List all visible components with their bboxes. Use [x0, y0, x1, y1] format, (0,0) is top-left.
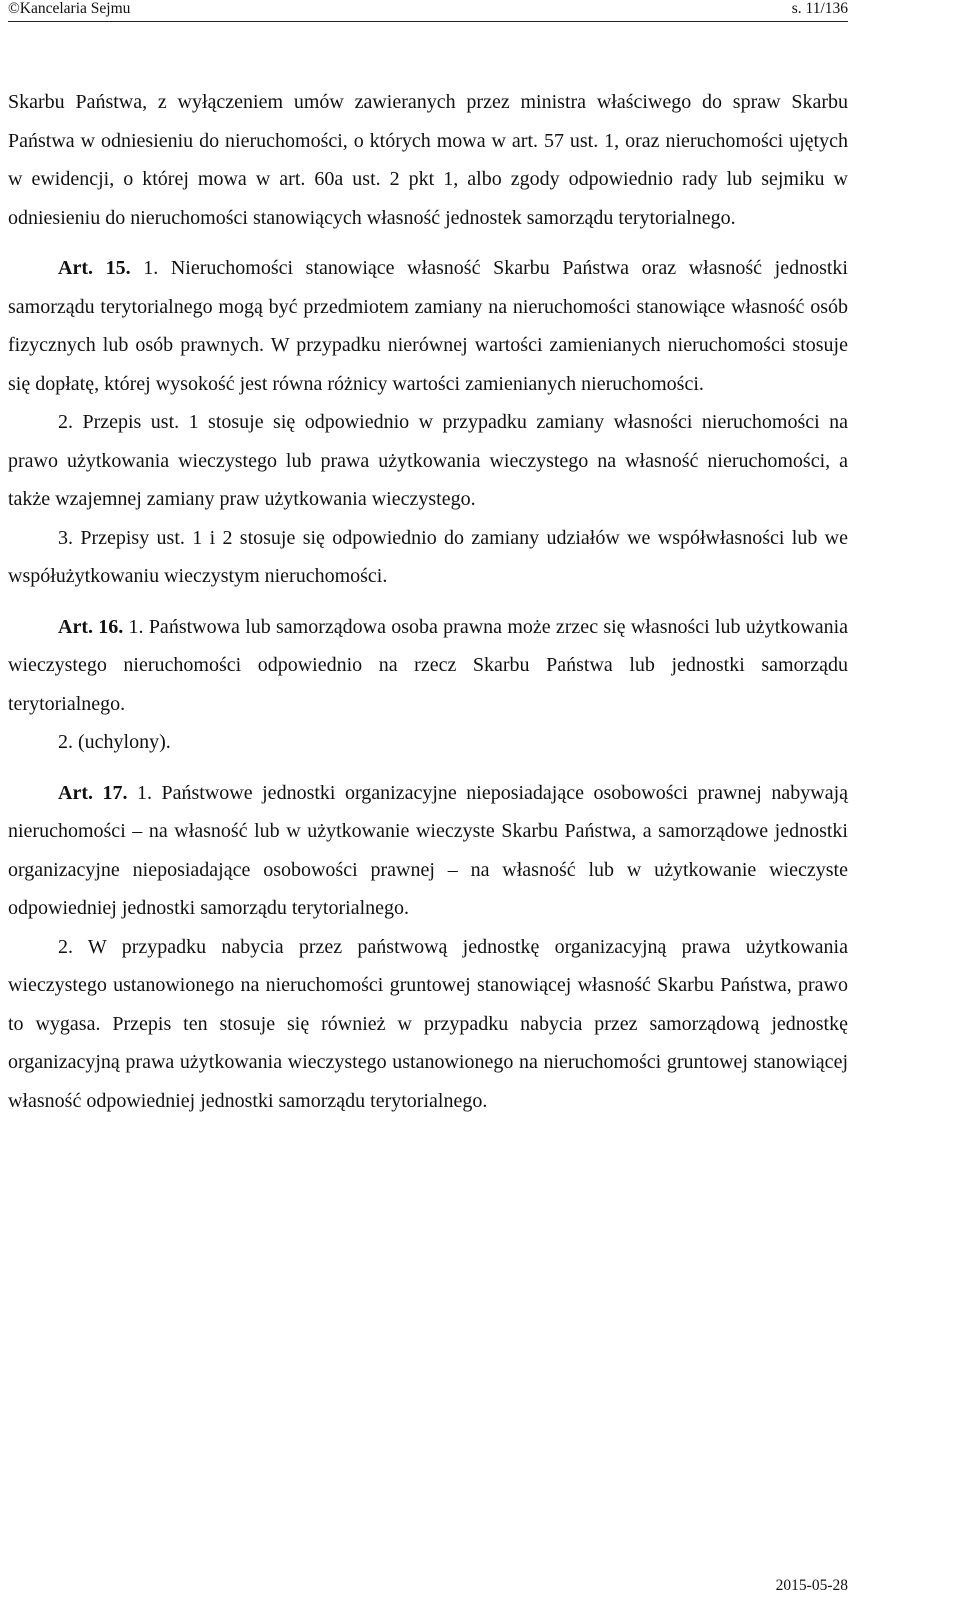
- page-number: s. 11/136: [791, 0, 848, 17]
- footer-date: 2015-05-28: [775, 1577, 848, 1594]
- article-17-para-2: 2. W przypadku nabycia przez państwową jednostkę organizacyjną prawa użytkowania wieczystego ustanowionego na nieruchomości gruntowej stanowiącej własność Skarbu Państwa, prawo to wygasa. Przepis ten stosuje się również w przypadku nabycia przez samorządową jednostkę organizacyjną prawa użytkowania wieczystego ustanowionego na nieruchomości gruntowej stanowiącej własność odpowiedniej jednostki samorządu terytorialnego.: [8, 935, 848, 1112]
- copyright-notice: ©Kancelaria Sejmu: [8, 0, 131, 17]
- article-17-label: Art. 17.: [58, 781, 128, 804]
- article-15-para-1-text: 1. Nieruchomości stanowiące własność Skarbu Państwa oraz własność jednostki samorządu terytorialnego mogą być przedmiotem zamiany na nieruchomości stanowiące własność osób fizycznych lub osób prawnych. W przypadku nierównej wartości zamienianych nieruchomości stosuje się dopłatę, której wysokość jest równa różnicy wartości zamienianych nieruchomości.: [8, 257, 848, 395]
- article-15-para-2: 2. Przepis ust. 1 stosuje się odpowiednio w przypadku zamiany własności nieruchomości na prawo użytkowania wieczystego lub prawa użytkowania wieczystego na własność nieruchomości, a także wzajemnej zamiany praw użytkowania wieczystego.: [8, 411, 848, 510]
- article-17-para-1: [8, 774, 848, 928]
- document-body: [8, 83, 848, 1120]
- article-16-label: Art. 16.: [58, 615, 124, 638]
- article-17-para-1-text: 1. Państwowe jednostki organizacyjne nieposiadające osobowości prawnej nabywają nieruchomości – na własność lub w użytkowanie wieczyste Skarbu Państwa, a samorządowe jednostki organizacyjne nieposiadające osobowości prawnej – na własność lub w użytkowanie wieczyste odpowiedniej jednostki samorządu terytorialnego.: [8, 781, 849, 919]
- article-16-para-1-text: 1. Państwowa lub samorządowa osoba prawna może zrzec się własności lub użytkowania wieczystego nieruchomości odpowiednio na rzecz Skarbu Państwa lub jednostki samorządu terytorialnego.: [8, 615, 848, 715]
- page-header: [8, 0, 848, 18]
- article-16-para-1: [8, 608, 848, 724]
- paragraph-continuation: Skarbu Państwa, z wyłączeniem umów zawieranych przez ministra właściwego do spraw Skarbu Państwa w odniesieniu do nieruchomości, o których mowa w art. 57 ust. 1, oraz nieruchomości ujętych w ewidencji, o której mowa w art. 60a ust. 2 pkt 1, albo zgody odpowiednio rady lub sejmiku w odniesieniu do nieruchomości stanowiących własność jednostek samorządu terytorialnego.: [8, 91, 848, 229]
- article-15-para-1: [8, 249, 848, 403]
- article-16-para-2: 2. (uchylony).: [58, 731, 171, 753]
- header-divider: [8, 21, 848, 22]
- article-15-para-3: 3. Przepisy ust. 1 i 2 stosuje się odpowiednio do zamiany udziałów we współwłasności lub we współużytkowaniu wieczystym nieruchomości.: [8, 526, 848, 587]
- article-15-label: Art. 15.: [58, 257, 131, 279]
